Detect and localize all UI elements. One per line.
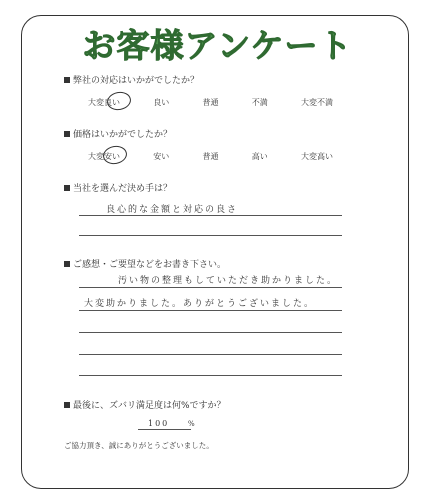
answer-comments-line1: 汚い物の整理もしていただき助かりました。	[118, 276, 339, 286]
question-reason: 当社を選んだ決め手は？	[64, 181, 172, 194]
question-service: 弊社の対応はいかがでしたか？	[64, 73, 199, 86]
answer-line-comments-2	[79, 310, 342, 311]
option-price-4[interactable]: 大変高い	[301, 152, 333, 161]
option-service-0[interactable]: 大変良い	[88, 98, 120, 107]
answer-line-comments-5	[79, 375, 342, 376]
question-satisfaction: 最後に、ズバリ満足度は何%ですか？	[64, 398, 226, 411]
answer-reason: 良心的な金額と対応の良さ	[106, 205, 239, 215]
option-price-2[interactable]: 普通	[202, 152, 219, 161]
answer-satisfaction: 100	[148, 419, 170, 428]
answer-line-reason-1	[79, 215, 342, 216]
answer-line-comments-4	[79, 354, 342, 355]
answer-comments-line2: 大変助かりました。ありがとうございました。	[84, 299, 316, 309]
option-price-3[interactable]: 高い	[251, 152, 268, 161]
question-price: 価格はいかがでしたか？	[64, 127, 172, 140]
thank-you-note: ご協力頂き、誠にありがとうございました。	[64, 441, 214, 450]
option-service-1[interactable]: 良い	[153, 98, 170, 107]
answer-line-comments-1	[79, 287, 342, 288]
percent-unit: %	[188, 420, 197, 428]
survey-card	[21, 15, 409, 489]
survey-title: お客様アンケート	[82, 26, 353, 65]
answer-line-reason-2	[79, 235, 342, 236]
option-service-3[interactable]: 不満	[251, 98, 268, 107]
option-service-2[interactable]: 普通	[202, 98, 219, 107]
option-price-0[interactable]: 大変安い	[88, 152, 120, 161]
question-comments: ご感想・ご要望などをお書き下さい。	[64, 257, 226, 270]
option-price-1[interactable]: 安い	[153, 152, 170, 161]
answer-line-satisfaction	[138, 429, 191, 430]
answer-line-comments-3	[79, 332, 342, 333]
option-service-4[interactable]: 大変不満	[301, 98, 333, 107]
